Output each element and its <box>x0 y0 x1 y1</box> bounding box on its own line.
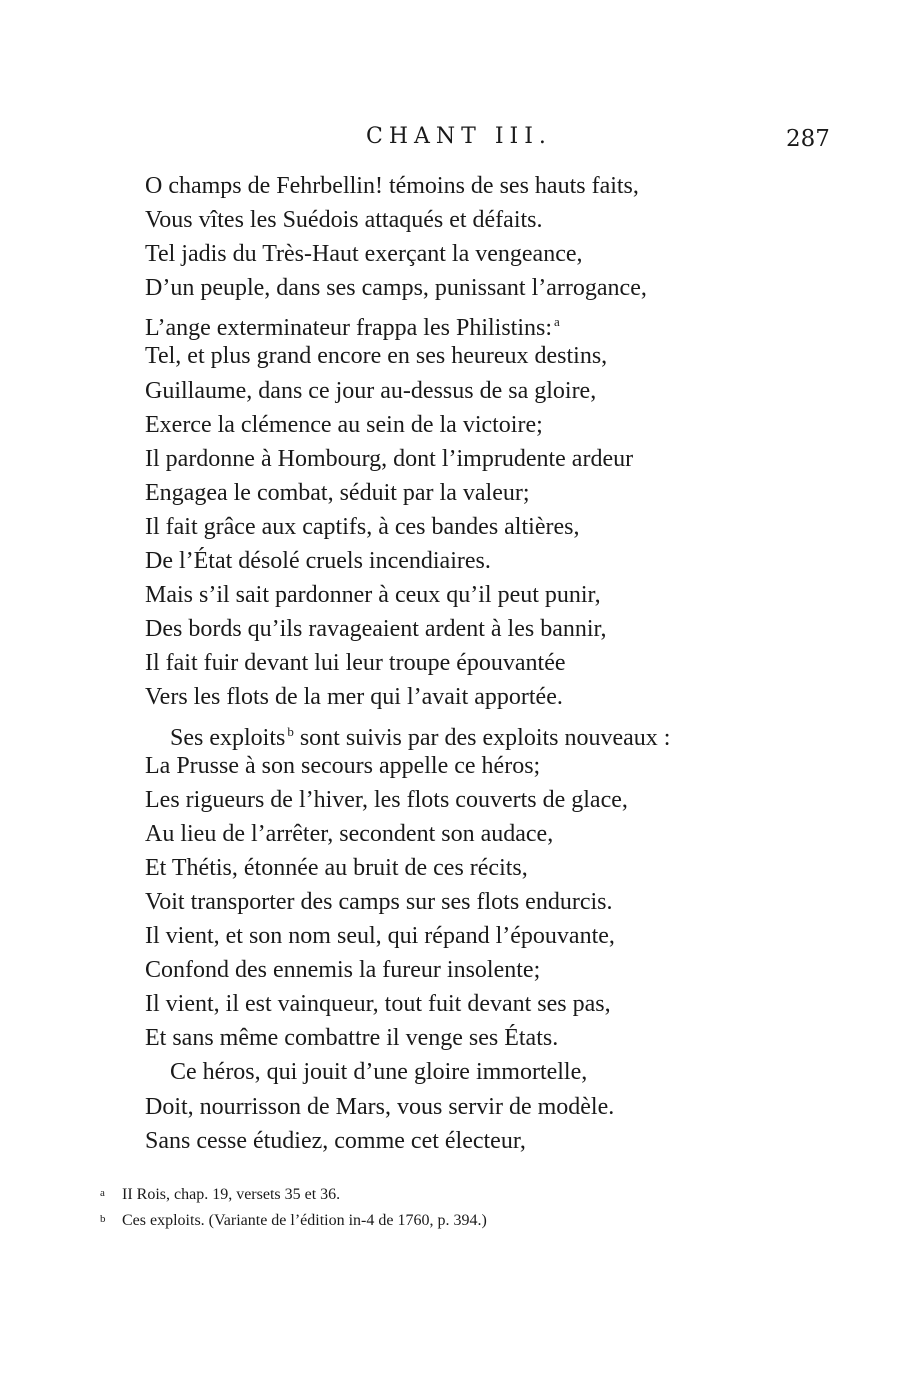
verse-text: Vous vîtes les Suédois attaqués et défaits. <box>145 207 543 234</box>
verse-text: La Prusse à son secours appelle ce héros; <box>145 752 541 779</box>
footnote-marker: b <box>100 1213 106 1225</box>
verse-text: Vers les flots de la mer qui l’avait apportée. <box>145 684 563 711</box>
verse-line <box>145 953 785 987</box>
verse-line <box>145 510 785 544</box>
verse-line <box>145 1021 785 1055</box>
verse-line <box>145 1055 785 1089</box>
verse-line <box>145 919 785 953</box>
verse-text: Doit, nourrisson de Mars, vous servir de modèle. <box>145 1093 615 1120</box>
running-head <box>0 120 900 154</box>
footnotes <box>100 1181 800 1233</box>
verse-text: Les rigueurs de l’hiver, les flots couverts de glace, <box>145 786 628 813</box>
verse-text: Il pardonne à Hombourg, dont l’imprudente ardeur <box>145 445 634 472</box>
poem-body <box>145 169 785 1158</box>
verse-line <box>145 544 785 578</box>
verse-line <box>145 1090 785 1124</box>
verse-line <box>145 1124 785 1158</box>
verse-line <box>145 987 785 1021</box>
verse-text: Et Thétis, étonnée au bruit de ces récits, <box>145 854 528 881</box>
verse-line <box>145 339 785 373</box>
verse-text: Mais s’il sait pardonner à ceux qu’il peut punir, <box>145 582 601 609</box>
footnote-text: II Rois, chap. 19, versets 35 et 36. <box>122 1186 341 1203</box>
verse-line <box>145 442 785 476</box>
verse-line <box>145 680 785 714</box>
verse-text: Il vient, et son nom seul, qui répand l’épouvante, <box>145 923 615 950</box>
verse-text: Ce héros, qui jouit d’une gloire immortelle, <box>170 1059 588 1086</box>
verse-line <box>145 612 785 646</box>
verse-line <box>145 851 785 885</box>
verse-text: Des bords qu’ils ravageaient ardent à les bannir, <box>145 616 607 643</box>
footnote <box>100 1181 800 1207</box>
verse-text: Tel, et plus grand encore en ses heureux destins, <box>145 343 608 370</box>
verse-line <box>145 271 785 305</box>
verse-text: Ses exploits <box>170 724 286 751</box>
verse-text: Engagea le combat, séduit par la valeur; <box>145 479 530 506</box>
verse-text: O champs de Fehrbellin! témoins de ses hauts faits, <box>145 173 639 199</box>
verse-text: Au lieu de l’arrêter, secondent son audace, <box>145 820 554 847</box>
footnote-reference: b <box>287 723 294 739</box>
verse-line <box>145 169 785 203</box>
verse-text: Il fait fuir devant lui leur troupe épouvantée <box>145 650 566 677</box>
footnote-marker: a <box>100 1187 105 1199</box>
verse-line <box>145 237 785 271</box>
chapter-title: CHANT III. <box>366 124 552 149</box>
verse-text: Sans cesse étudiez, comme cet électeur, <box>145 1127 526 1154</box>
verse-text-continued: sont suivis par des exploits nouveaux : <box>293 724 671 751</box>
verse-line <box>145 715 785 749</box>
verse-text: De l’État désolé cruels incendiaires. <box>145 548 491 575</box>
verse-line <box>145 783 785 817</box>
verse-text: Voit transporter des camps sur ses flots endurcis. <box>145 888 613 915</box>
verse-line <box>145 203 785 237</box>
verse-text: L’ange exterminateur frappa les Philistins: <box>145 315 553 342</box>
verse-line <box>145 885 785 919</box>
verse-line <box>145 408 785 442</box>
footnote <box>100 1207 800 1233</box>
verse-line <box>145 817 785 851</box>
verse-line <box>145 578 785 612</box>
verse-text: Tel jadis du Très-Haut exerçant la vengeance, <box>145 241 583 268</box>
verse-text: D’un peuple, dans ses camps, punissant l’arrogance, <box>145 275 647 302</box>
verse-line <box>145 646 785 680</box>
verse-line <box>145 305 785 342</box>
verse-text: Il vient, il est vainqueur, tout fuit devant ses pas, <box>145 991 611 1018</box>
verse-text: Il fait grâce aux captifs, à ces bandes altières, <box>145 513 580 540</box>
verse-line <box>145 476 785 510</box>
verse-text: Guillaume, dans ce jour au-dessus de sa gloire, <box>145 377 597 404</box>
verse-text: Exerce la clémence au sein de la victoire; <box>145 411 543 438</box>
verse-line <box>145 749 785 783</box>
page-number: 287 <box>786 126 830 152</box>
verse-text: Confond des ennemis la fureur insolente; <box>145 957 541 984</box>
verse-line <box>145 374 785 408</box>
footnote-text: Ces exploits. (Variante de l’édition in-4 de 1760, p. 394.) <box>122 1212 487 1229</box>
footnote-reference: a <box>554 314 560 330</box>
verse-text: Et sans même combattre il venge ses États. <box>145 1025 559 1052</box>
